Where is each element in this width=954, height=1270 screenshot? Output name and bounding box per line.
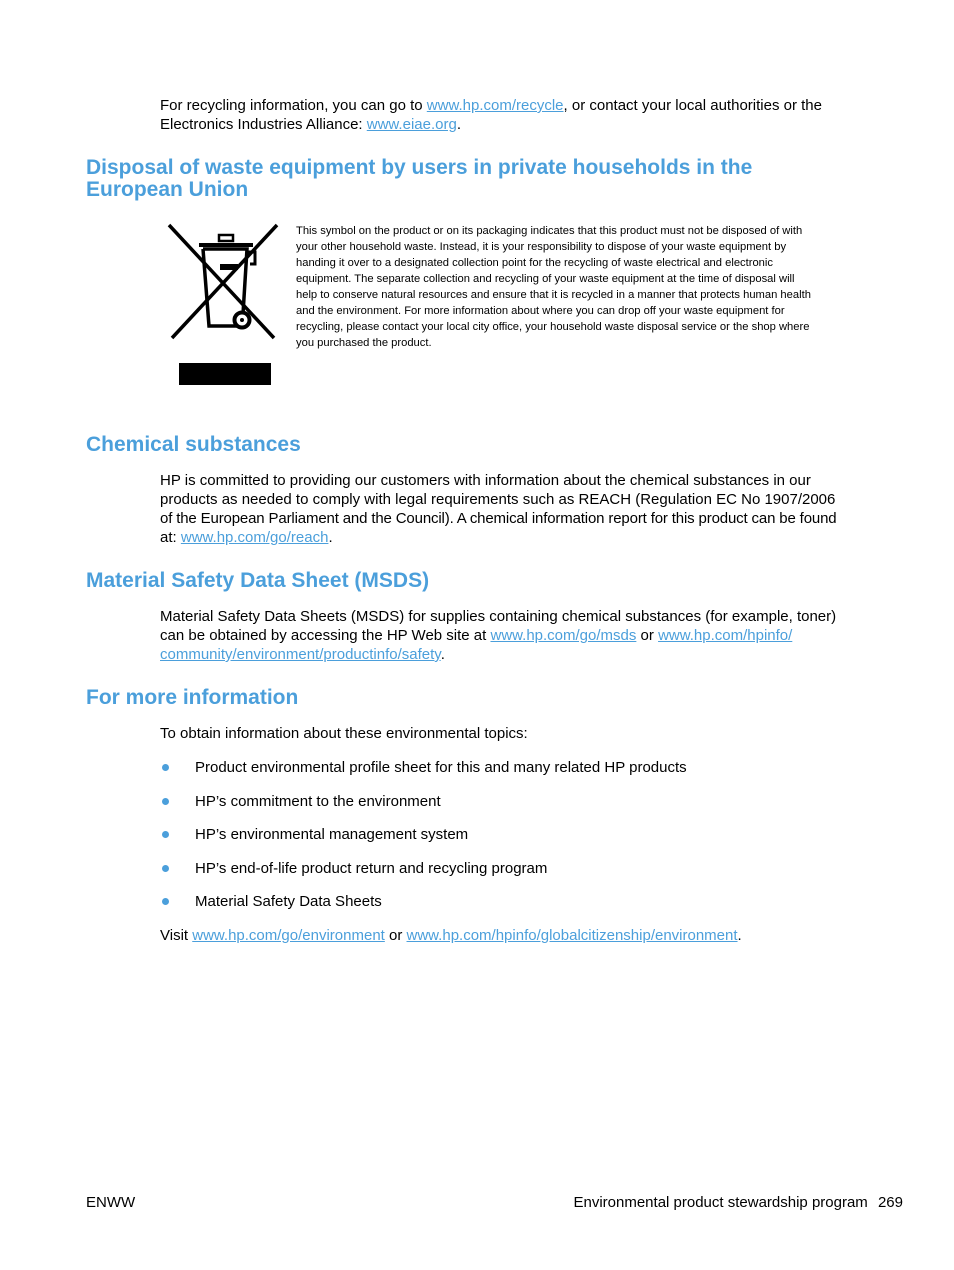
intro-text: , or contact your local authorities or the: [563, 97, 822, 114]
bullet-icon: [162, 764, 169, 771]
bullet-icon: [162, 831, 169, 838]
bullet-icon: [162, 798, 169, 805]
intro-text: For recycling information, you can go to: [160, 97, 427, 114]
footer-right: [573, 1193, 903, 1212]
chemical-line: [160, 528, 900, 547]
weee-symbol: [166, 222, 282, 388]
msds-link[interactable]: www.hp.com/go/msds: [490, 627, 637, 644]
chemical-heading: Chemical substances: [86, 433, 301, 456]
hpinfo-safety-link-part2[interactable]: community/environment/productinfo/safety: [160, 646, 441, 663]
visit-text: Visit: [160, 927, 193, 944]
recycle-link[interactable]: www.hp.com/recycle: [426, 97, 564, 114]
chemical-line: of the European Parliament and the Council). A chemical information report for this product can be found: [160, 510, 837, 527]
visit-line: [160, 926, 742, 945]
chemical-line: products as needed to comply with legal requirements such as REACH (Regulation EC No 1907/2006: [160, 491, 836, 508]
intro-text: .: [456, 116, 461, 133]
disposal-text-line: your other household waste. Instead, it is your responsibility to dispose of your waste equipment by: [296, 241, 787, 253]
globalcitizenship-link[interactable]: www.hp.com/hpinfo/globalcitizenship/environment: [406, 927, 738, 944]
list-item-text: HP’s commitment to the environment: [195, 792, 441, 810]
chemical-text: at:: [160, 529, 181, 546]
msds-text: can be obtained by accessing the HP Web site at: [160, 627, 491, 644]
visit-text: or: [384, 927, 407, 944]
bullet-icon: [162, 898, 169, 905]
page-number: 269: [877, 1194, 903, 1211]
disposal-text-line: handing it over to a designated collection point for the recycling of waste electrical and electronic: [296, 257, 773, 269]
disposal-text-line: help to conserve natural resources and ensure that it is recycled in a manner that protects human health: [296, 289, 811, 301]
footer-title: Environmental product stewardship program: [573, 1194, 868, 1211]
intro-text: Electronics Industries Alliance:: [160, 116, 367, 133]
crossed-out-wheelie-bin-icon: [166, 222, 282, 388]
list-item-text: Product environmental profile sheet for this and many related HP products: [195, 759, 687, 776]
disposal-text-line: equipment. The separate collection and recycling of your waste equipment at the time of disposal will: [296, 273, 795, 285]
msds-line: [160, 645, 900, 664]
hpinfo-safety-link-part1[interactable]: www.hp.com/hpinfo/: [658, 627, 793, 644]
more-info-heading: For more information: [86, 686, 299, 709]
msds-line: [160, 626, 900, 645]
disposal-text-line: and the environment. For more information about where you can drop off your waste equipment for: [296, 305, 785, 317]
list-item-text: HP’s end-of-life product return and recycling program: [195, 859, 548, 877]
disposal-text-line: you purchased the product.: [296, 337, 432, 349]
msds-text: or: [636, 627, 659, 644]
list-item-text: Material Safety Data Sheets: [195, 893, 382, 911]
list-item: [160, 758, 900, 777]
chemical-text: .: [328, 529, 333, 546]
msds-heading: Material Safety Data Sheet (MSDS): [86, 569, 430, 592]
visit-text: .: [737, 927, 742, 944]
msds-paragraph: [160, 607, 900, 664]
list-item: [160, 892, 900, 911]
intro-line-2: [160, 115, 900, 134]
chemical-paragraph: [160, 471, 900, 547]
msds-line: Material Safety Data Sheets (MSDS) for supplies containing chemical substances (for example, toner): [160, 608, 837, 625]
disposal-text-line: This symbol on the product or on its packaging indicates that this product must not be disposed of with: [296, 225, 803, 237]
disposal-text-line: recycling, please contact your local city office, your household waste disposal service or the shop where: [296, 321, 810, 333]
disposal-heading-line: European Union: [86, 178, 249, 201]
chemical-line: HP is committed to providing our customers with information about the chemical substances in our: [160, 472, 811, 489]
msds-text: .: [440, 646, 445, 663]
environment-link[interactable]: www.hp.com/go/environment: [192, 927, 385, 944]
list-item: [160, 792, 900, 811]
more-info-intro: To obtain information about these environmental topics:: [160, 725, 528, 742]
reach-link[interactable]: www.hp.com/go/reach: [180, 529, 329, 546]
footer-left: ENWW: [86, 1194, 136, 1211]
intro-paragraph: [160, 96, 900, 134]
list-item-text: HP’s environmental management system: [195, 826, 469, 844]
list-item: [160, 859, 900, 878]
disposal-text: [296, 223, 896, 351]
more-info-list: [160, 758, 900, 926]
bullet-icon: [162, 865, 169, 872]
list-item: [160, 825, 900, 844]
eiae-link[interactable]: www.eiae.org: [366, 116, 457, 133]
intro-line-1: [160, 96, 900, 115]
disposal-heading: [86, 157, 886, 201]
disposal-heading-line: Disposal of waste equipment by users in private households in the: [86, 156, 753, 179]
